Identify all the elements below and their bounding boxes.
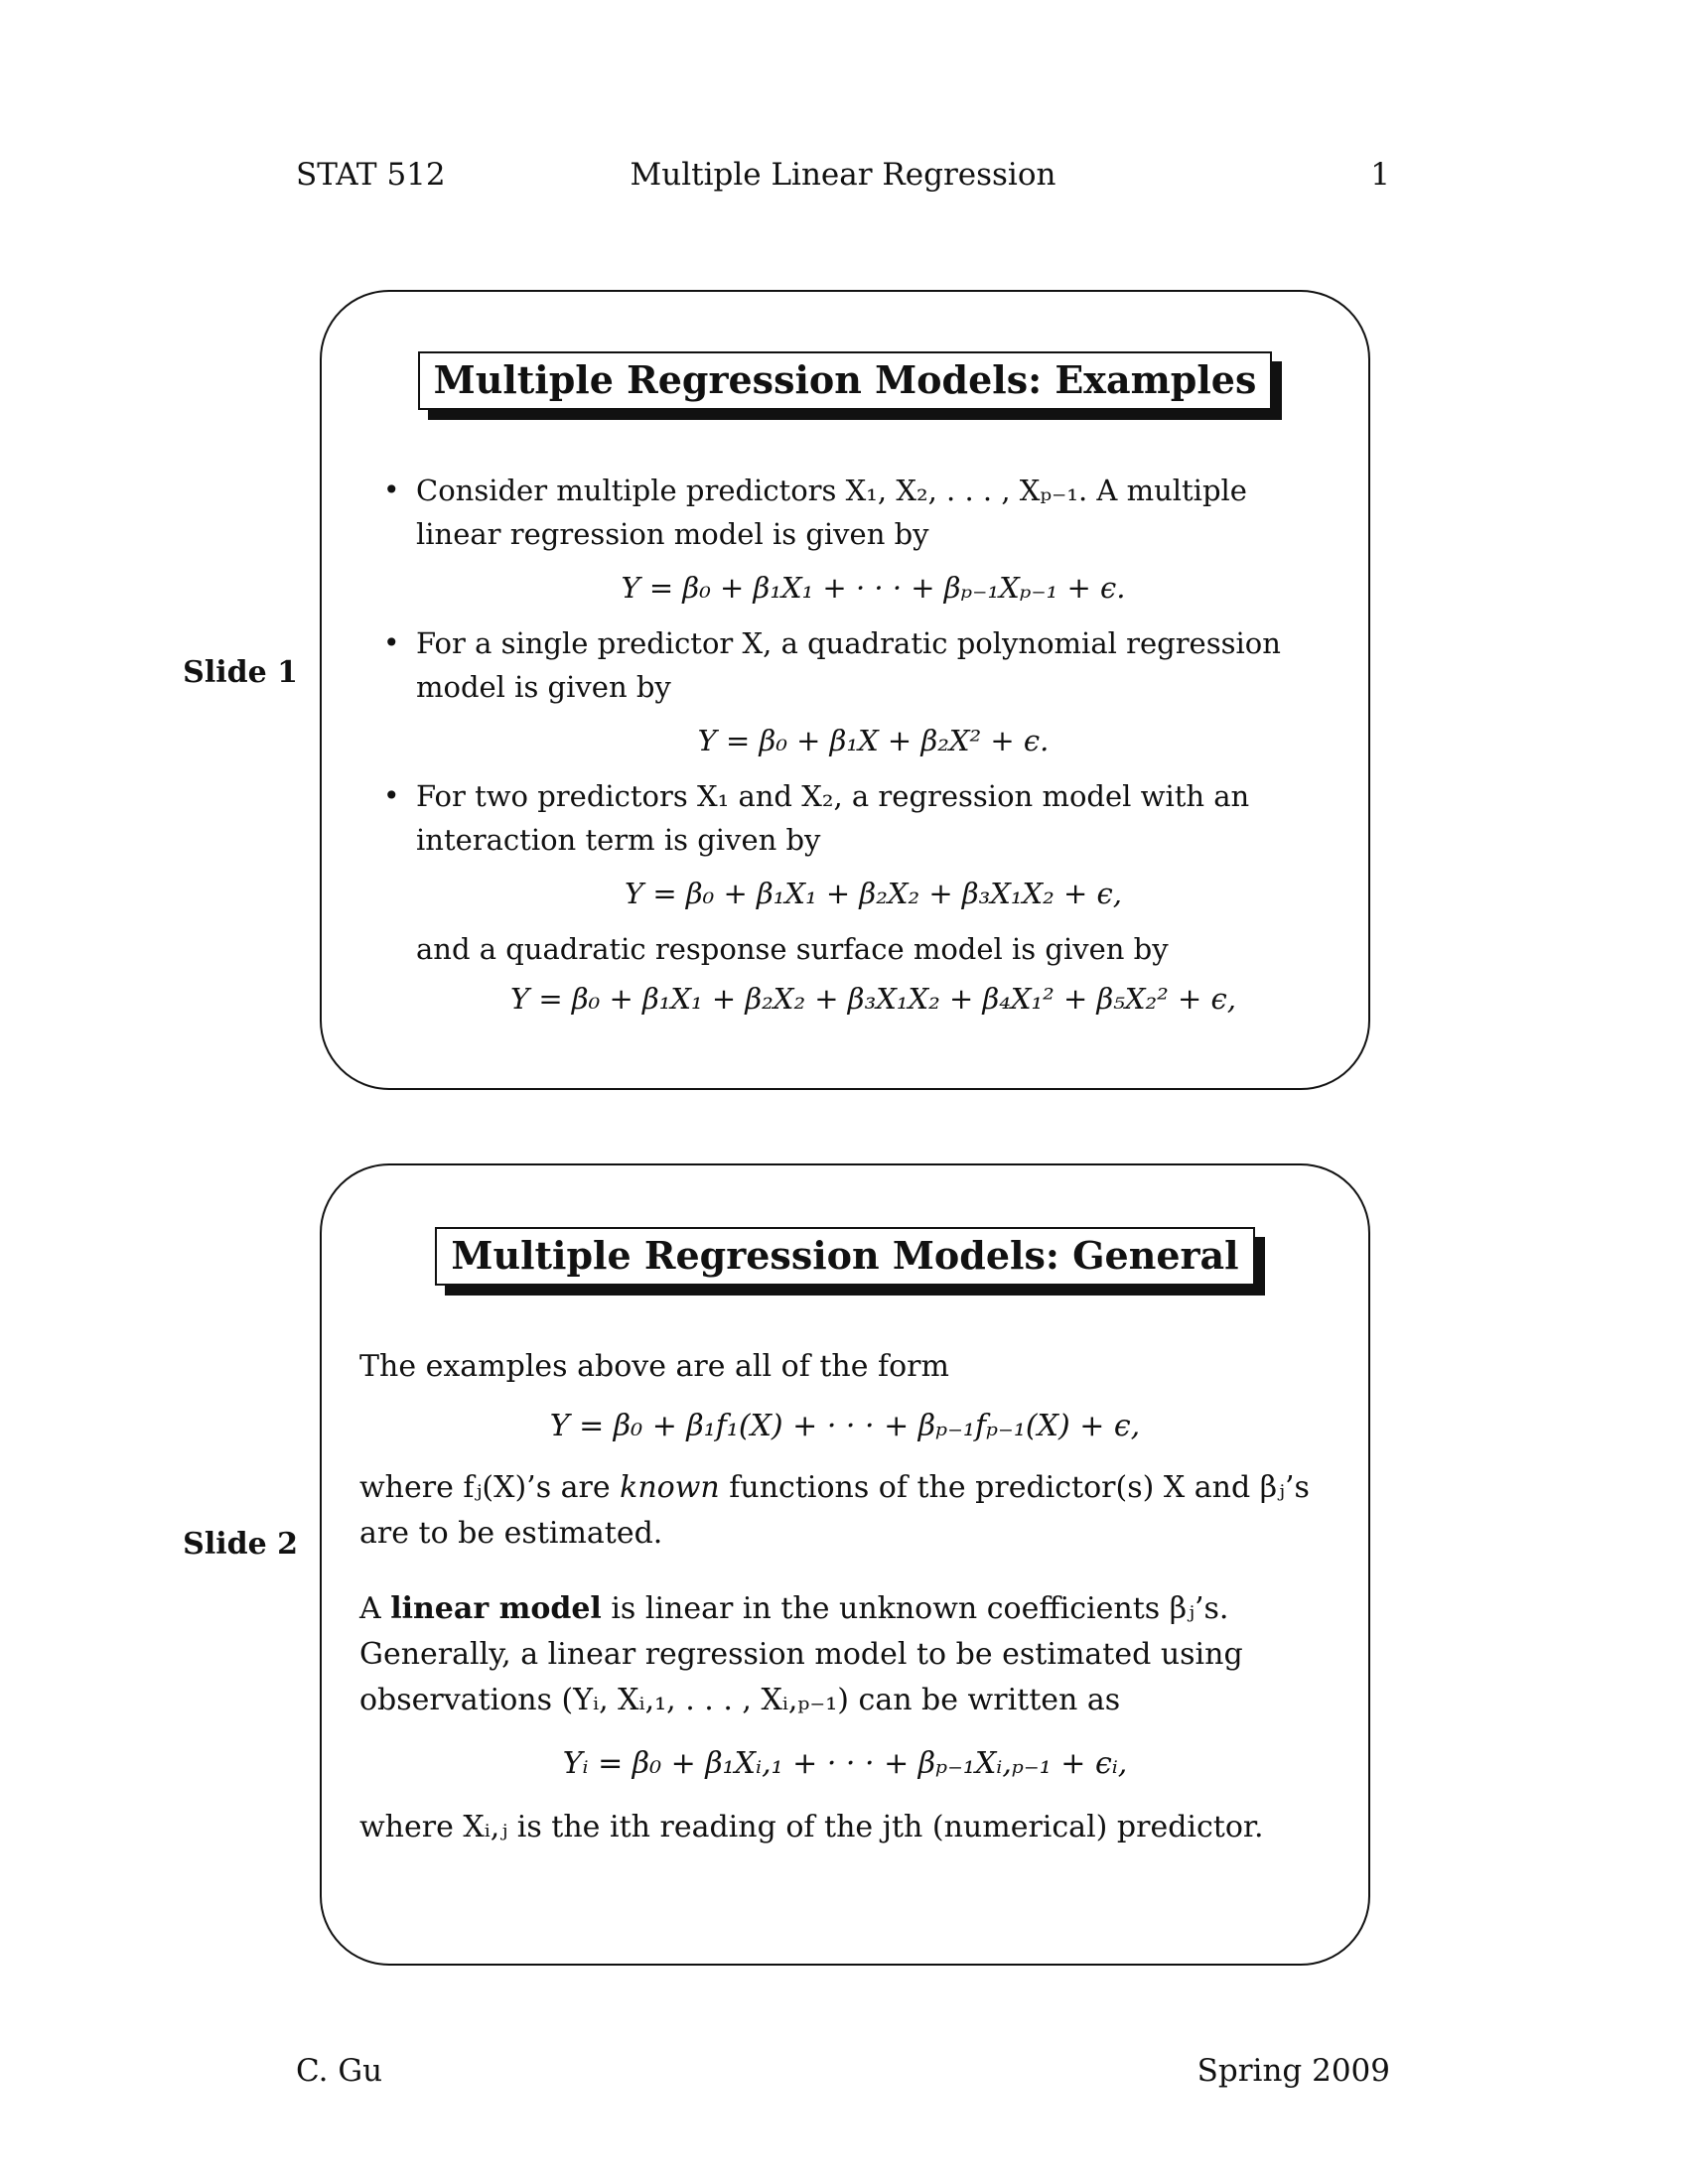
page-title: Multiple Linear Regression xyxy=(630,157,1056,193)
equation: Yᵢ = β₀ + β₁Xᵢ,₁ + · · · + βₚ₋₁Xᵢ,ₚ₋₁ + ϵᵢ, xyxy=(562,1746,1128,1781)
slide-2-title: Multiple Regression Models: General xyxy=(435,1227,1254,1286)
equation: Y = β₀ + β₁X + β₂X² + ϵ. xyxy=(697,724,1050,757)
emphasis-text: known xyxy=(620,1470,720,1505)
equation: Y = β₀ + β₁X₁ + β₂X₂ + β₃X₁X₂ + β₄X₁² + β₅X₂² + ϵ, xyxy=(510,982,1236,1016)
course-code: STAT 512 xyxy=(296,157,446,193)
bullet-item xyxy=(322,621,1368,762)
page-footer xyxy=(296,2053,1390,2093)
bullet-text: and a quadratic response surface model is given by xyxy=(416,932,1169,966)
bullet-item xyxy=(322,469,1368,610)
bullet-icon: • xyxy=(383,779,400,812)
author: C. Gu xyxy=(296,2053,383,2089)
paragraph: where Xᵢ,ⱼ is the ith reading of the jth (numerical) predictor. xyxy=(359,1810,1264,1844)
slide-1 xyxy=(320,290,1370,1090)
page-header xyxy=(296,157,1390,197)
bullet-icon: • xyxy=(383,626,400,659)
bold-text: linear model xyxy=(390,1591,602,1626)
equation: Y = β₀ + β₁X₁ + · · · + βₚ₋₁Xₚ₋₁ + ϵ. xyxy=(621,571,1126,605)
text-span: is linear in the unknown coefficients βⱼ’s. Generally, a linear regression model to be estimated using observations (Yᵢ, Xᵢ,₁, . . . , Xᵢ,ₚ₋₁) can be written as xyxy=(359,1591,1243,1717)
slide-1-label: Slide 1 xyxy=(183,655,298,690)
text-span: where fⱼ(X)’s are xyxy=(359,1470,621,1505)
bullet-text: For a single predictor X, a quadratic polynomial regression model is given by xyxy=(416,626,1281,704)
slide-2-label: Slide 2 xyxy=(183,1527,298,1562)
text-span: A xyxy=(359,1591,391,1626)
text-span: functions of the predictor(s) X and βⱼ’s are to be estimated. xyxy=(359,1470,1310,1551)
paragraph: The examples above are all of the form xyxy=(359,1349,949,1384)
bullet-icon: • xyxy=(383,474,400,506)
term: Spring 2009 xyxy=(1196,2053,1390,2089)
slide-1-title: Multiple Regression Models: Examples xyxy=(418,351,1273,410)
equation: Y = β₀ + β₁f₁(X) + · · · + βₚ₋₁fₚ₋₁(X) + ϵ, xyxy=(549,1409,1141,1443)
equation: Y = β₀ + β₁X₁ + β₂X₂ + β₃X₁X₂ + ϵ, xyxy=(625,877,1122,910)
bullet-text: Consider multiple predictors X₁, X₂, . . . , Xₚ₋₁. A multiple linear regression model is given by xyxy=(416,474,1247,551)
page-number: 1 xyxy=(1370,157,1390,193)
paragraph xyxy=(322,1465,1368,1557)
bullet-item xyxy=(322,774,1368,1021)
paragraph xyxy=(322,1586,1368,1723)
slide-2 xyxy=(320,1163,1370,1966)
bullet-text: For two predictors X₁ and X₂, a regression model with an interaction term is given by xyxy=(416,779,1250,857)
